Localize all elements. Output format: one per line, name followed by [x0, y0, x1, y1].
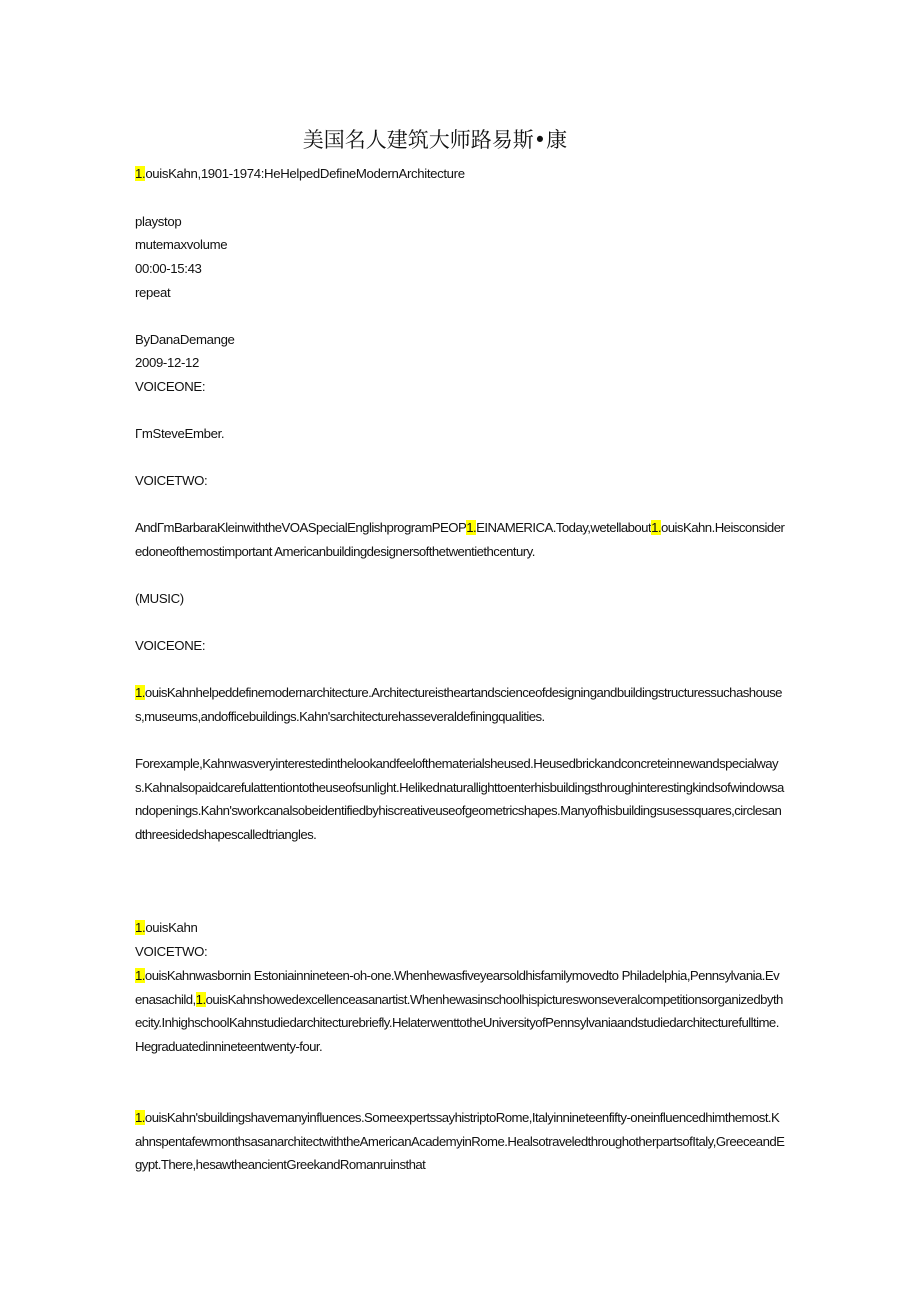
paragraph-intro — [135, 516, 785, 563]
paragraph-biography — [135, 964, 785, 1058]
highlight-marker: 1. — [195, 991, 206, 1007]
speaker-voice-two: VOICETWO: — [135, 944, 208, 959]
image-caption — [135, 916, 198, 940]
byline-date: 2009-12-12 — [135, 355, 199, 370]
subtitle-text: ouisKahn,1901-1974:HeHelpedDefineModernArchitecture — [145, 166, 465, 181]
subtitle-line — [135, 162, 465, 186]
speaker-voice-one: VOICEONE: — [135, 379, 206, 394]
music-cue: (MUSIC) — [135, 591, 184, 606]
highlight-marker: 1. — [135, 166, 146, 181]
document-title: 美国名人建筑大师路易斯•康 — [302, 128, 568, 152]
paragraph-architecture-text: ouisKahnhelpeddefinemodernarchitecture.Architectureistheartandscienceofdesigningandbuildingstructuressuchashouses,museums,andofficebuildings.Kahn'sarchitecturehasseveraldefiningqualities. — [135, 685, 782, 724]
speaker-voice-two: VOICETWO: — [135, 473, 208, 488]
paragraph-biography-part-1: ouisKahnwasbornin Estoniainnineteen-oh-one.Whenhewasfiveyearsoldhisfamilymovedto Philadelphia,Pennsylvania.Evenasachild, — [135, 968, 780, 1007]
player-play-stop[interactable]: playstop — [135, 214, 182, 229]
line-steve-ember: ΓmSteveEmber. — [135, 426, 225, 441]
paragraph-influences — [135, 1106, 785, 1177]
highlight-marker: 1. — [466, 520, 477, 535]
paragraph-architecture — [135, 681, 785, 728]
highlight-marker: 1. — [135, 685, 145, 700]
player-repeat[interactable]: repeat — [135, 285, 171, 300]
paragraph-intro-part-2: EINAMERICA.Today,wetellabout — [476, 520, 652, 535]
paragraph-biography-part-2: ouisKahnshowedexcellenceasanartist.Whenhewasinschoolhispictureswonseveralcompetitionsorganizedbythecity.InhighschoolKahnstudiedarchitecturebriefly.HelaterwenttotheUniversityofPennsylvaniaandstudiedarchitecturefulltime.Hegraduatedinnineteentwenty-four. — [135, 991, 783, 1054]
player-mute-volume[interactable]: mutemaxvolume — [135, 237, 228, 252]
highlight-marker: 1. — [135, 968, 145, 983]
speaker-voice-one: VOICEONE: — [135, 638, 206, 653]
highlight-marker: 1. — [651, 520, 661, 535]
image-caption-text: ouisKahn — [145, 920, 198, 935]
player-time: 00:00-15:43 — [135, 261, 202, 276]
paragraph-materials: Forexample,Kahnwasveryinterestedinthelookandfeelofthematerialsheused.Heusedbrickandconcreteinnewandspecialways.Kahnalsopaidcarefulattentiontotheuseofsunlight.Helikednaturallighttoenterhisbuildingsthroughinterestingkindsofwindowsandopenings.Kahn'sworkcanalsobeidentifiedbyhiscreativeuseofgeometricshapes.Manyofhisbuildingsusessquares,circlesandthreesidedshapescalledtriangles. — [135, 756, 784, 842]
paragraph-intro-part-3: ouisKahn.Heisconsideredoneofthemostimportant Americanbuildingdesignersofthetwentiethcentury. — [135, 520, 785, 559]
highlight-marker: 1. — [135, 1110, 145, 1125]
byline-author: ByDanaDemange — [135, 332, 235, 347]
highlight-marker: 1. — [135, 920, 146, 935]
paragraph-influences-text: ouisKahn'sbuildingshavemanyinfluences.SomeexpertssayhistriptoRome,Italyinnineteenfifty-oneinfluencedhimthemost.KahnspentafewmonthsasanarchitectwiththeAmericanAcademyinRome.HealsotraveledthroughotherpartsofItaly,GreeceandEgypt.There,hesawtheancientGreekandRomanruinsthat — [135, 1110, 785, 1173]
paragraph-intro-part-1: AndΓmBarbaraKleinwiththeVOASpecialEnglishprogramPEOP — [135, 520, 467, 535]
